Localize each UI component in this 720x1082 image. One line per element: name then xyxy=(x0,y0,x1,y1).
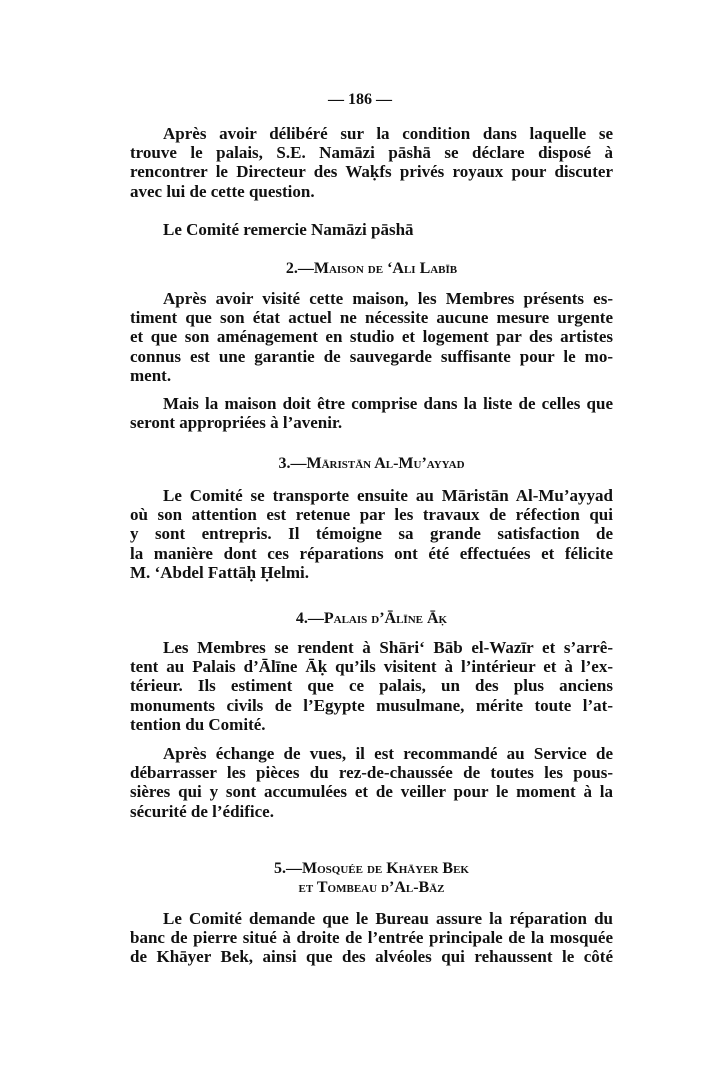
text-line: 2.—Maison de ‘Ali Labīb xyxy=(285,260,458,277)
text-line: Le Comité demande que le Bureau assure la réparation du xyxy=(163,909,613,928)
text-line: monuments civils de l’Egypte musulmane, mérite toute l’at- xyxy=(130,695,613,715)
text-line: où son attention est retenue par les travaux de réfection qui xyxy=(130,505,613,525)
text-line: Après échange de vues, il est recommandé au Service de xyxy=(163,744,613,763)
text-line: avec lui de cette question. xyxy=(130,181,315,201)
text-line: timent que son état actuel ne nécessite aucune mesure urgente xyxy=(130,308,613,328)
text-line: tent au Palais d’Ālīne Āḳ qu’ils visitent à l’intérieur et à l’ex- xyxy=(130,657,613,677)
text-line: 4.—Palais d’Ālīne Āḳ xyxy=(295,610,448,627)
text-line: ment. xyxy=(130,365,172,385)
text-line: connus est une garantie de sauvegarde suffisante pour le mo- xyxy=(130,346,613,366)
text-line: Après avoir délibéré sur la condition dans laquelle se xyxy=(163,124,613,143)
text-line: sières qui y sont accumulées et de veiller pour le moment à la xyxy=(130,782,613,802)
paragraph xyxy=(130,909,613,967)
section-heading xyxy=(130,454,613,473)
text-line: Après avoir visité cette maison, les Membres présents es- xyxy=(163,289,613,308)
text-line: Le Comité remercie Namāzi pāshā xyxy=(163,220,414,239)
text-line: tention du Comité. xyxy=(130,714,266,734)
text-line: de Khāyer Bek, ainsi que des alvéoles qui rehaussent le côté xyxy=(130,947,613,967)
paragraph xyxy=(130,638,613,734)
paragraph xyxy=(130,289,613,385)
text-line: y sont entrepris. Il témoigne sa grande satisfaction de xyxy=(130,524,613,544)
text-line: 5.—Mosquée de Khāyer Bek xyxy=(274,860,469,877)
text-line: banc de pierre situé à droite de l’entrée principale de la mosquée xyxy=(130,928,613,948)
text-line: Mais la maison doit être comprise dans la liste de celles que xyxy=(163,394,613,413)
section-heading xyxy=(130,859,613,897)
paragraph xyxy=(130,486,613,582)
text-line: débarrasser les pièces du rez-de-chaussée de toutes les pous- xyxy=(130,763,613,783)
paragraph xyxy=(130,394,613,432)
paragraph xyxy=(130,220,613,239)
text-line: rencontrer le Directeur des Waḳfs privés royaux pour discuter xyxy=(130,162,613,182)
section-heading xyxy=(130,609,613,628)
page-number: — 186 — xyxy=(328,91,392,108)
paragraph xyxy=(130,744,613,821)
text-line: Le Comité se transporte ensuite au Māristān Al-Mu’ayyad xyxy=(163,486,613,505)
text-line: 3.—Māristān Al-Mu’ayyad xyxy=(278,455,465,472)
text-line: térieur. Ils estiment que ce palais, un des plus anciens xyxy=(130,676,613,696)
paragraph xyxy=(130,124,613,201)
text-line: et Tombeau d’Al-Bāz xyxy=(298,879,445,896)
text-line: la manière dont ces réparations ont été effectuées et félicite xyxy=(130,543,613,563)
text-line: Les Membres se rendent à Shāri‘ Bāb el-Wazīr et s’arrê- xyxy=(163,638,613,657)
section-heading xyxy=(130,259,613,278)
text-line: M. ‘Abdel Fattāḥ Ḥelmi. xyxy=(130,562,309,582)
text-line: trouve le palais, S.E. Namāzi pāshā se déclare disposé à xyxy=(130,143,613,163)
text-line: sécurité de l’édifice. xyxy=(130,801,274,821)
text-line: seront appropriées à l’avenir. xyxy=(130,413,343,433)
text-line: et que son aménagement en studio et logement par des artistes xyxy=(130,327,613,347)
